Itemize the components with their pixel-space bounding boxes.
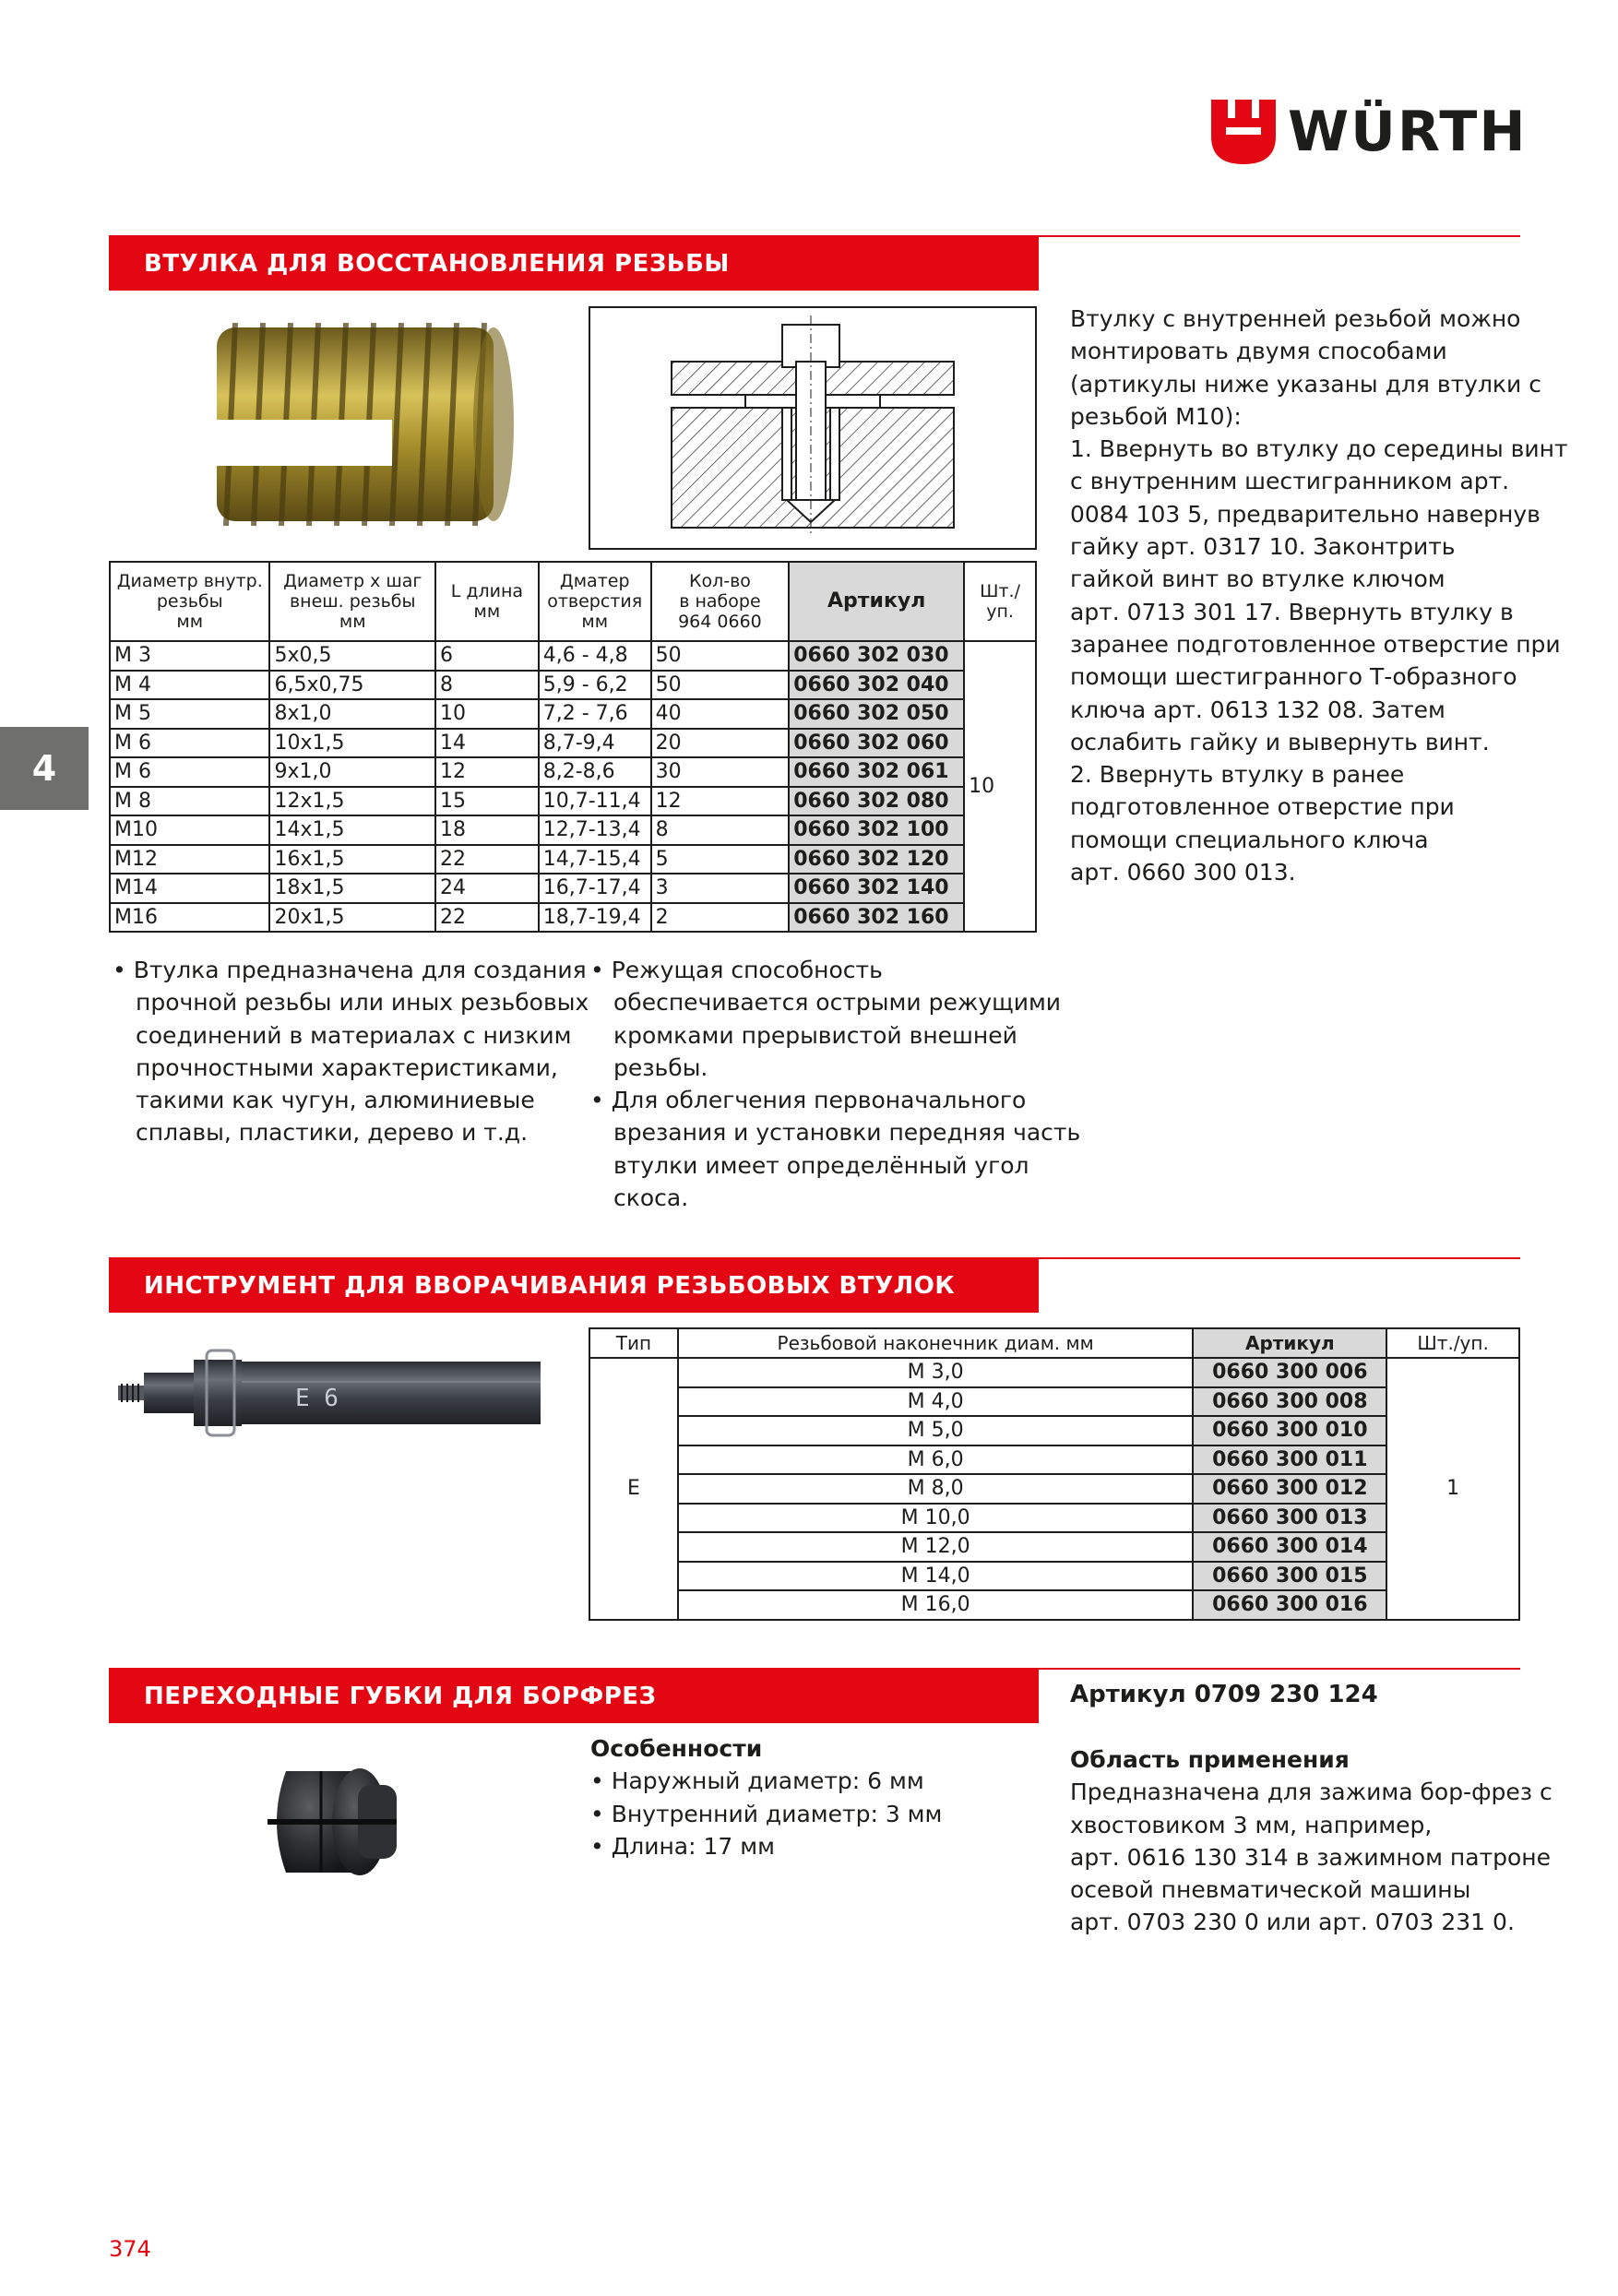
features-title: Особенности — [590, 1735, 763, 1762]
cell-article: 0660 300 013 — [1193, 1504, 1386, 1533]
bullet-line: скоса. — [613, 1184, 689, 1212]
cell-length: 10 — [435, 699, 539, 729]
cell-article: 0660 302 040 — [789, 671, 964, 700]
cell-qty: 50 — [651, 671, 790, 700]
cell-tip: M 8,0 — [678, 1474, 1194, 1504]
bullet-line: резьбы. — [613, 1053, 708, 1081]
features-block — [590, 1732, 942, 1862]
text-line: арт. 0660 300 013. — [1070, 859, 1296, 886]
cell-length: 15 — [435, 787, 539, 816]
col-header-article: Артикул — [789, 562, 964, 641]
text-line: резьбой М10): — [1070, 402, 1242, 430]
cell-outer-thread: 12x1,5 — [269, 787, 435, 816]
table-header-row — [589, 1328, 1519, 1358]
cell-length: 24 — [435, 874, 539, 903]
cell-qty: 8 — [651, 815, 790, 845]
cell-length: 8 — [435, 671, 539, 700]
setting-tool-photo — [111, 1328, 553, 1457]
cell-article: 0660 300 015 — [1193, 1562, 1386, 1591]
cell-hole: 10,7-11,4 — [539, 787, 651, 816]
col-header-tip: Резьбовой наконечник диам. мм — [678, 1328, 1194, 1358]
cell-qty: 30 — [651, 757, 790, 787]
table-row — [110, 757, 1036, 787]
cell-article: 0660 300 012 — [1193, 1474, 1386, 1504]
cell-tip: M 5,0 — [678, 1416, 1194, 1445]
cell-outer-thread: 9x1,0 — [269, 757, 435, 787]
col-header-outer-thread: Диаметр x шаг внеш. резьбы мм — [269, 562, 435, 641]
bullet-line: кромками прерывистой внешней — [613, 1021, 1017, 1049]
cell-inner-diameter: M 5 — [110, 699, 269, 729]
text-line: 1. Ввернуть во втулку до середины винт — [1070, 435, 1568, 463]
features-list-left — [113, 954, 589, 1149]
cell-qty: 50 — [651, 641, 790, 671]
cell-tip: M 3,0 — [678, 1358, 1194, 1387]
tool-specs-table — [589, 1327, 1520, 1621]
cell-article: 0660 302 050 — [789, 699, 964, 729]
feature-item: • Внутренний диаметр: 3 мм — [590, 1800, 943, 1827]
article-number: Артикул 0709 230 124 — [1070, 1681, 1378, 1708]
table-row — [589, 1358, 1519, 1387]
bullet-line: прочной резьбы или иных резьбовых — [136, 989, 589, 1017]
cell-tip: M 6,0 — [678, 1445, 1194, 1475]
cell-article: 0660 300 006 — [1193, 1358, 1386, 1387]
text-line: гайкой винт во втулке ключом — [1070, 565, 1445, 593]
col-header-type: Тип — [589, 1328, 678, 1358]
cell-outer-thread: 6,5x0,75 — [269, 671, 435, 700]
bullet-line: прочностными характеристиками, — [136, 1053, 558, 1081]
cell-article: 0660 302 080 — [789, 787, 964, 816]
chapter-tab: 4 — [0, 727, 89, 810]
text-line: ослабить гайку и вывернуть винт. — [1070, 728, 1490, 755]
cell-length: 18 — [435, 815, 539, 845]
table-row — [110, 903, 1036, 933]
cell-length: 14 — [435, 729, 539, 758]
table-row — [589, 1416, 1519, 1445]
cell-inner-diameter: M 4 — [110, 671, 269, 700]
cell-article: 0660 302 140 — [789, 874, 964, 903]
cell-outer-thread: 18x1,5 — [269, 874, 435, 903]
page-number: 374 — [109, 2236, 151, 2262]
text-line: помощи специального ключа — [1070, 826, 1429, 853]
col-header-qty: Кол-во в наборе 964 0660 — [651, 562, 790, 641]
section-title: ПЕРЕХОДНЫЕ ГУБКИ ДЛЯ БОРФРЕЗ — [109, 1670, 1039, 1723]
cell-qty: 40 — [651, 699, 790, 729]
cell-length: 6 — [435, 641, 539, 671]
installation-drawing — [589, 306, 1037, 550]
cell-inner-diameter: M16 — [110, 903, 269, 933]
brand-logo-text: WÜRTH — [1288, 100, 1528, 164]
cell-tip: M 14,0 — [678, 1562, 1194, 1591]
cell-inner-diameter: M 3 — [110, 641, 269, 671]
cell-hole: 14,7-15,4 — [539, 845, 651, 874]
text-line: 2. Ввернуть втулку в ранее — [1070, 761, 1405, 789]
table-row — [110, 729, 1036, 758]
text-line: арт. 0616 130 314 в зажимном патроне — [1070, 1843, 1552, 1871]
table-row — [589, 1474, 1519, 1504]
table-row — [589, 1504, 1519, 1533]
cell-article: 0660 302 120 — [789, 845, 964, 874]
application-block — [1070, 1743, 1553, 1939]
cell-article: 0660 302 100 — [789, 815, 964, 845]
bullet-line: соединений в материалах с низким — [136, 1021, 572, 1049]
cell-pcs: 1 — [1386, 1358, 1519, 1620]
cell-article: 0660 300 010 — [1193, 1416, 1386, 1445]
cell-hole: 18,7-19,4 — [539, 903, 651, 933]
application-title: Область применения — [1070, 1746, 1350, 1773]
cell-tip: M 4,0 — [678, 1387, 1194, 1417]
col-header-inner-diameter: Диаметр внутр. резьбы мм — [110, 562, 269, 641]
table-row — [110, 874, 1036, 903]
cell-qty: 3 — [651, 874, 790, 903]
table-row — [589, 1532, 1519, 1562]
cell-hole: 4,6 - 4,8 — [539, 641, 651, 671]
cell-inner-diameter: M14 — [110, 874, 269, 903]
text-line: арт. 0713 301 17. Ввернуть втулку в — [1070, 598, 1514, 625]
cell-hole: 7,2 - 7,6 — [539, 699, 651, 729]
cell-article: 0660 302 060 — [789, 729, 964, 758]
thread-insert-photo — [189, 309, 530, 540]
col-header-length: L длина мм — [435, 562, 539, 641]
cell-pcs: 10 — [964, 641, 1036, 932]
cell-outer-thread: 10x1,5 — [269, 729, 435, 758]
cell-inner-diameter: M12 — [110, 845, 269, 874]
cell-outer-thread: 20x1,5 — [269, 903, 435, 933]
text-line: подготовленное отверстие при — [1070, 793, 1455, 821]
tool-marking: E 6 — [295, 1385, 339, 1412]
cell-outer-thread: 8x1,0 — [269, 699, 435, 729]
cell-length: 22 — [435, 845, 539, 874]
text-line: Предназначена для зажима бор-фрез с — [1070, 1779, 1553, 1806]
col-header-pcs: Шт./ уп. — [964, 562, 1036, 641]
cell-hole: 5,9 - 6,2 — [539, 671, 651, 700]
features-list-right — [590, 954, 1080, 1214]
text-line: хвостовиком 3 мм, например, — [1070, 1811, 1433, 1838]
col-header-pcs: Шт./уп. — [1386, 1328, 1519, 1358]
wurth-logo-icon — [1211, 100, 1276, 164]
col-header-hole: Дматер отверстия мм — [539, 562, 651, 641]
bullet-line: врезания и установки передняя часть — [613, 1119, 1081, 1147]
cell-inner-diameter: M 6 — [110, 757, 269, 787]
cell-inner-diameter: M10 — [110, 815, 269, 845]
adapter-jaw-photo — [249, 1734, 415, 1909]
cell-article: 0660 300 008 — [1193, 1387, 1386, 1417]
bullet-line: втулки имеет определённый угол — [613, 1151, 1029, 1179]
text-line: (артикулы ниже указаны для втулки с — [1070, 370, 1541, 398]
cell-article: 0660 302 061 — [789, 757, 964, 787]
table-row — [110, 641, 1036, 671]
cell-qty: 20 — [651, 729, 790, 758]
text-line: Втулку с внутренней резьбой можно — [1070, 305, 1521, 332]
bullet-line: сплавы, пластики, дерево и т.д. — [136, 1119, 529, 1147]
cell-qty: 2 — [651, 903, 790, 933]
cell-qty: 12 — [651, 787, 790, 816]
insert-specs-table — [109, 561, 1037, 933]
cell-outer-thread: 16x1,5 — [269, 845, 435, 874]
installation-description — [1070, 303, 1568, 888]
cell-inner-diameter: M 8 — [110, 787, 269, 816]
table-row — [589, 1445, 1519, 1475]
bullet-line: • Втулка предназначена для создания — [113, 957, 587, 983]
cell-article: 0660 300 016 — [1193, 1590, 1386, 1620]
text-line: 0084 103 5, предварительно навернув — [1070, 500, 1541, 528]
bullet-line: обеспечивается острыми режущими — [613, 989, 1062, 1017]
feature-item: • Длина: 17 мм — [590, 1832, 775, 1860]
cell-hole: 12,7-13,4 — [539, 815, 651, 845]
cell-tip: M 10,0 — [678, 1504, 1194, 1533]
bullet-line: такими как чугун, алюминиевые — [136, 1087, 535, 1114]
cell-article: 0660 302 030 — [789, 641, 964, 671]
cell-type: E — [589, 1358, 678, 1620]
cell-article: 0660 302 160 — [789, 903, 964, 933]
cell-tip: M 12,0 — [678, 1532, 1194, 1562]
table-row — [110, 845, 1036, 874]
text-line: помощи шестигранного Т-образного — [1070, 663, 1517, 691]
text-line: монтировать двумя способами — [1070, 338, 1447, 365]
section-title: ВТУЛКА ДЛЯ ВОССТАНОВЛЕНИЯ РЕЗЬБЫ — [109, 237, 1039, 291]
text-line: арт. 0703 230 0 или арт. 0703 231 0. — [1070, 1909, 1515, 1936]
bullet-line: • Режущая способность — [590, 957, 883, 983]
text-line: осевой пневматической машины — [1070, 1876, 1471, 1904]
cell-outer-thread: 5x0,5 — [269, 641, 435, 671]
cell-article: 0660 300 014 — [1193, 1532, 1386, 1562]
table-row — [589, 1562, 1519, 1591]
table-row — [110, 787, 1036, 816]
text-line: заранее подготовленное отверстие при — [1070, 630, 1561, 658]
table-row — [589, 1387, 1519, 1417]
col-header-article: Артикул — [1193, 1328, 1386, 1358]
cell-qty: 5 — [651, 845, 790, 874]
cell-tip: M 16,0 — [678, 1590, 1194, 1620]
cell-outer-thread: 14x1,5 — [269, 815, 435, 845]
table-header-row — [110, 562, 1036, 641]
table-row — [589, 1590, 1519, 1620]
cell-hole: 8,7-9,4 — [539, 729, 651, 758]
cell-hole: 8,2-8,6 — [539, 757, 651, 787]
cell-hole: 16,7-17,4 — [539, 874, 651, 903]
text-line: ключа арт. 0613 132 08. Затем — [1070, 696, 1445, 723]
bullet-line: • Для облегчения первоначального — [590, 1087, 1027, 1114]
cell-article: 0660 300 011 — [1193, 1445, 1386, 1475]
feature-item: • Наружный диаметр: 6 мм — [590, 1767, 924, 1795]
text-line: гайку арт. 0317 10. Законтрить — [1070, 533, 1456, 561]
cell-length: 22 — [435, 903, 539, 933]
table-row — [110, 815, 1036, 845]
table-row — [110, 671, 1036, 700]
section-title: ИНСТРУМЕНТ ДЛЯ ВВОРАЧИВАНИЯ РЕЗЬБОВЫХ ВТУЛОК — [109, 1259, 1039, 1313]
cell-inner-diameter: M 6 — [110, 729, 269, 758]
table-row — [110, 699, 1036, 729]
text-line: с внутренним шестигранником арт. — [1070, 468, 1510, 495]
cell-length: 12 — [435, 757, 539, 787]
